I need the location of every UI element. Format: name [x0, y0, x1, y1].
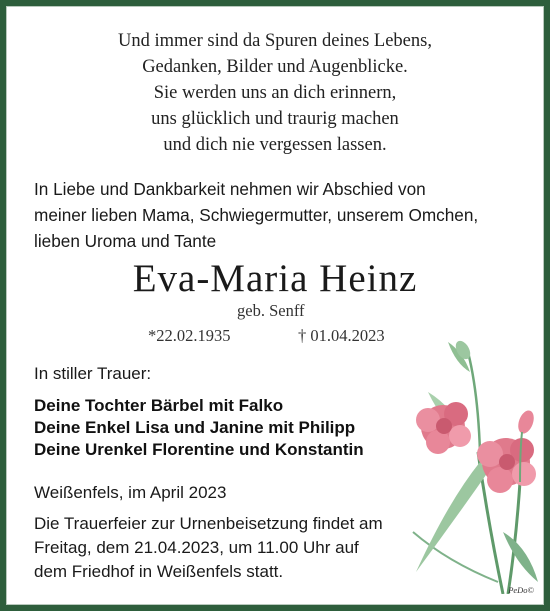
poem-line: und dich nie vergessen lassen. — [163, 135, 387, 155]
poem — [0, 28, 550, 158]
ceremony-info — [34, 512, 383, 584]
mourner-line: Deine Enkel Lisa und Janine mit Philipp — [34, 418, 356, 437]
intro-line: meiner lieben Mama, Schwiegermutter, unserem Omchen, — [34, 205, 479, 225]
intro-line: In Liebe und Dankbarkeit nehmen wir Abschied von — [34, 179, 426, 199]
mourner-line: Deine Urenkel Florentine und Konstantin — [34, 440, 364, 459]
intro-line: lieben Uroma und Tante — [34, 231, 217, 251]
ceremony-line: dem Friedhof in Weißenfels statt. — [34, 562, 284, 581]
birth-date: *22.02.1935 — [148, 326, 231, 345]
deceased-name: Eva-Maria Heinz — [132, 257, 418, 300]
poem-line: Sie werden uns an dich erinnern, — [153, 83, 397, 103]
death-date: † 01.04.2023 — [298, 326, 385, 345]
mourners-list — [34, 395, 364, 461]
poem-line: Gedanken, Bilder und Augenblicke. — [142, 57, 408, 77]
place-date: Weißenfels, im April 2023 — [34, 483, 227, 502]
artist-signature: PeDo© — [508, 585, 534, 595]
maiden-name: geb. Senff — [237, 301, 305, 320]
carnation-flower — [416, 402, 471, 454]
mourner-line: Deine Tochter Bärbel mit Falko — [34, 396, 284, 415]
intro-text — [34, 176, 524, 254]
ceremony-line: Die Trauerfeier zur Urnenbeisetzung findet am — [34, 514, 383, 533]
carnation-illustration — [408, 332, 546, 594]
carnation-flower — [477, 438, 536, 493]
mourners-heading: In stiller Trauer: — [34, 364, 152, 383]
ceremony-line: Freitag, dem 21.04.2023, um 11.00 Uhr auf — [34, 538, 359, 557]
poem-line: Und immer sind da Spuren deines Lebens, — [118, 31, 432, 51]
poem-line: uns glücklich und traurig machen — [151, 109, 399, 129]
